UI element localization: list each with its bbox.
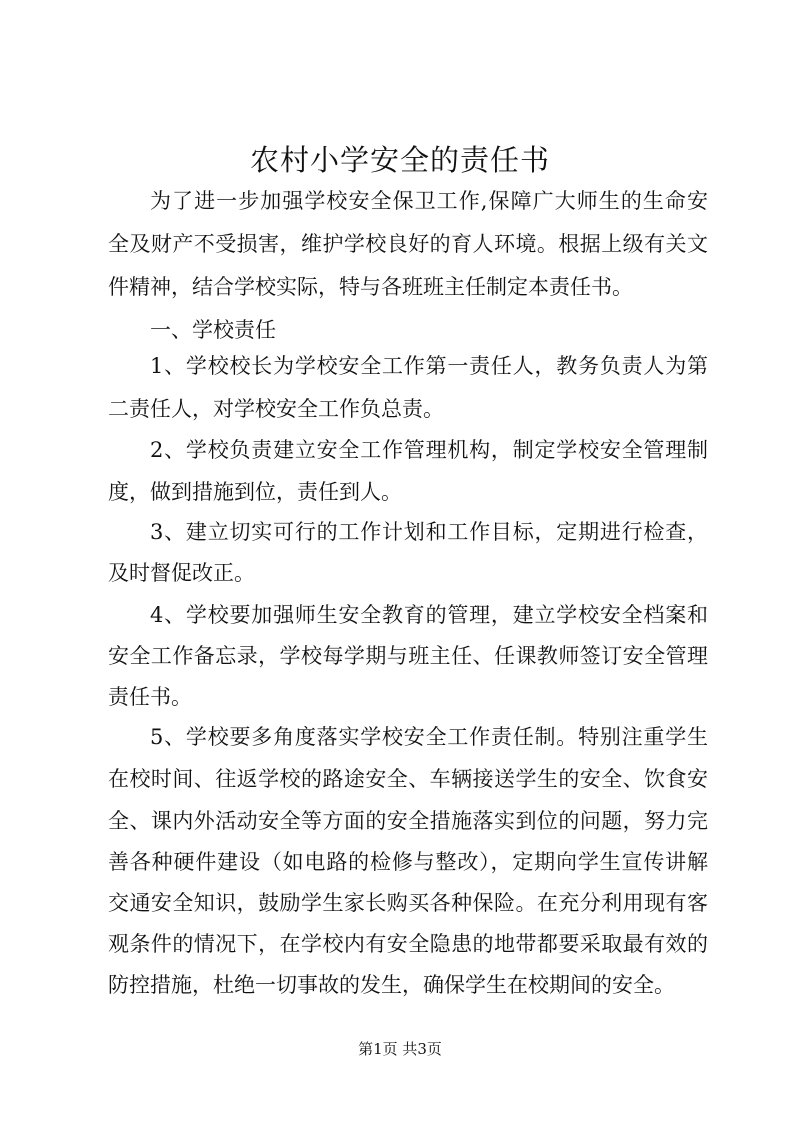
- body-line: 防控措施，杜绝一切事故的发生，确保学生在校期间的安全。: [108, 973, 675, 997]
- body-line: 1、学校校长为学校安全工作第一责任人，教务负责人为第: [150, 354, 708, 378]
- body-line: 件精神，结合学校实际，特与各班班主任制定本责任书。: [108, 275, 633, 299]
- body-line: 在校时间、往返学校的路途安全、车辆接送学生的安全、饮食安: [108, 767, 708, 791]
- body-line: 全及财产不受损害，维护学校良好的育人环境。根据上级有关文: [108, 232, 708, 256]
- body-line: 二责任人，对学校安全工作负总责。: [108, 397, 444, 421]
- body-line: 4、学校要加强师生安全教育的管理，建立学校安全档案和: [150, 603, 708, 627]
- body-line: 度，做到措施到位，责任到人。: [108, 480, 402, 504]
- body-line: 交通安全知识，鼓励学生家长购买各种保险。在充分利用现有客: [108, 891, 708, 915]
- body-line: 5、学校要多角度落实学校安全工作责任制。特别注重学生: [150, 725, 708, 749]
- page-number: 第1页 共3页: [358, 1040, 442, 1058]
- body-line: 安全工作备忘录，学校每学期与班主任、任课教师签订安全管理: [108, 644, 708, 668]
- document-title: 农村小学安全的责任书: [249, 143, 550, 177]
- body-line: 为了进一步加强学校安全保卫工作,保障广大师生的生命安: [150, 189, 708, 213]
- body-line: 3、建立切实可行的工作计划和工作目标，定期进行检查，: [150, 520, 708, 544]
- section-heading: 一、学校责任: [150, 318, 276, 342]
- body-line: 及时督促改正。: [108, 561, 255, 585]
- body-line: 2、学校负责建立安全工作管理机构，制定学校安全管理制: [150, 438, 708, 462]
- body-line: 责任书。: [108, 685, 192, 709]
- body-line: 善各种硬件建设（如电路的检修与整改），定期向学生宣传讲解: [108, 850, 708, 874]
- body-line: 全、课内外活动安全等方面的安全措施落实到位的问题，努力完: [108, 809, 708, 833]
- body-line: 观条件的情况下，在学校内有安全隐患的地带都要采取最有效的: [108, 932, 708, 956]
